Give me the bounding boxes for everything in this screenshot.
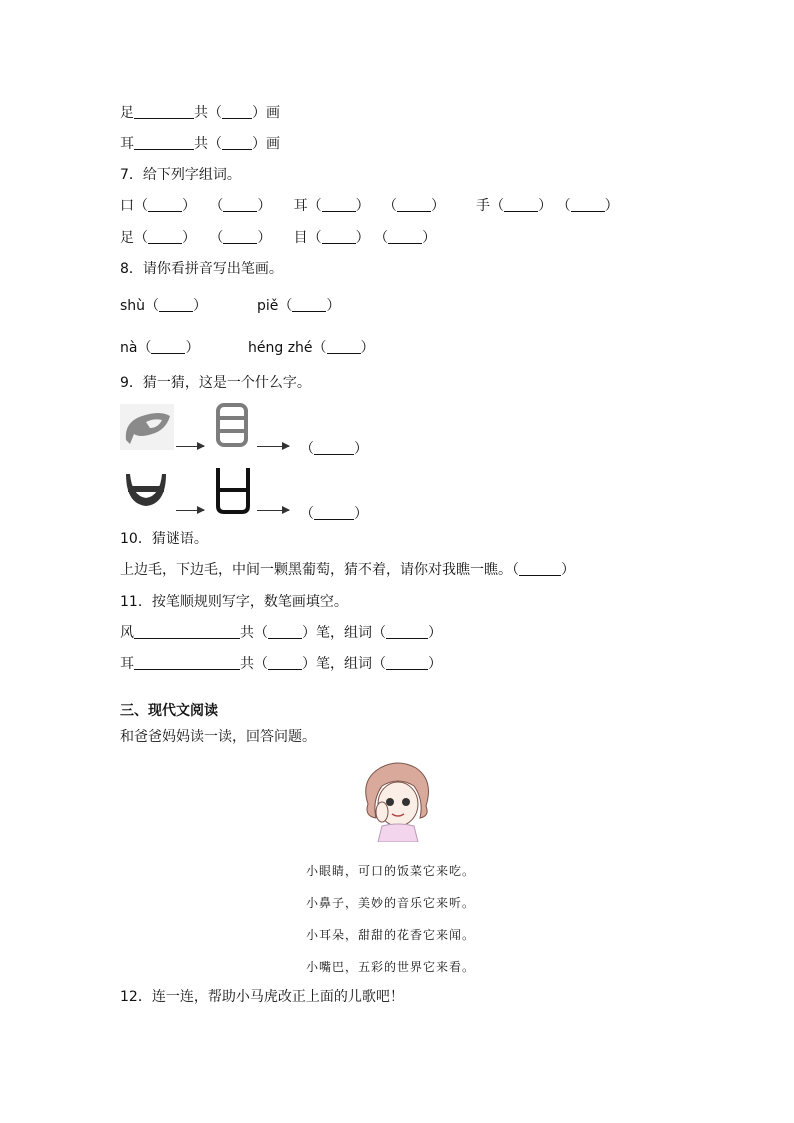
stroke-row-2: 耳 共（ ）画 (120, 136, 280, 152)
arrow-icon (176, 446, 204, 447)
section-intro: 和爸爸妈妈读一读，回答问题。 (120, 729, 316, 745)
q9-title: 9．猜一猜，这是一个什么字。 (120, 375, 311, 391)
answer-blank[interactable] (268, 655, 302, 670)
q10-riddle: 上边毛，下边毛，中间一颗黑葡萄，猜不着，请你对我瞧一瞧。（ ） (120, 562, 575, 578)
answer-blank[interactable] (148, 229, 182, 244)
arrow-icon (176, 510, 204, 511)
section-heading: 三、现代文阅读 (120, 703, 218, 719)
girl-illustration (358, 760, 436, 842)
answer-blank[interactable] (322, 197, 356, 212)
answer-blank[interactable] (386, 655, 428, 670)
q8-row-1: shù（ ） (120, 298, 208, 314)
answer-blank[interactable] (504, 197, 538, 212)
q9-answer-1: （ ） (300, 441, 368, 457)
answer-blank[interactable] (151, 339, 185, 354)
q11-title: 11．按笔顺规则写字，数笔画填空。 (120, 594, 348, 610)
q9-answer-2: （ ） (300, 506, 368, 522)
poem-line: 小耳朵，甜甜的花香它来闻。 (306, 928, 476, 942)
answer-blank[interactable] (223, 197, 257, 212)
arrow-icon (257, 446, 289, 447)
q8-item-2: piě（ ） (257, 298, 341, 314)
q7-row-1: 口（ ） （ ） 耳（ ） （ ） 手（ ） （ ） (120, 198, 619, 214)
answer-blank[interactable] (519, 561, 561, 576)
ancient-mouth-glyph-image (120, 466, 172, 512)
writing-line[interactable] (134, 104, 194, 119)
poem-line: 小嘴巴，五彩的世界它来看。 (306, 960, 476, 974)
q8-item-4: héng zhé（ ） (248, 340, 375, 356)
q8-title: 8．请你看拼音写出笔画。 (120, 261, 283, 277)
answer-blank[interactable] (159, 297, 193, 312)
stroke-row-1: 足 共（ ）画 (120, 105, 280, 121)
answer-blank[interactable] (571, 197, 605, 212)
q10-title: 10．猜谜语。 (120, 531, 208, 547)
answer-blank[interactable] (386, 624, 428, 639)
answer-blank[interactable] (327, 339, 361, 354)
poem-line: 小鼻子，美妙的音乐它来听。 (306, 896, 476, 910)
writing-line[interactable] (134, 655, 240, 670)
ancient-eye-glyph-image (120, 404, 174, 450)
q11-row-1: 风 共（ ）笔，组词（ ） (120, 625, 442, 641)
modern-eye-glyph-image (214, 402, 252, 448)
answer-blank[interactable] (268, 624, 302, 639)
answer-blank[interactable] (223, 229, 257, 244)
poem-line: 小眼睛，可口的饭菜它来吃。 (306, 864, 476, 878)
answer-blank[interactable] (222, 104, 252, 119)
modern-mouth-glyph-image (212, 466, 254, 514)
q11-row-2: 耳 共（ ）笔，组词（ ） (120, 656, 442, 672)
answer-blank[interactable] (222, 135, 252, 150)
q7-row-2: 足（ ） （ ） 目（ ） （ ） (120, 230, 437, 246)
writing-line[interactable] (134, 135, 194, 150)
answer-blank[interactable] (388, 229, 422, 244)
q7-title: 7．给下列字组词。 (120, 167, 241, 183)
answer-blank[interactable] (397, 197, 431, 212)
writing-line[interactable] (134, 624, 240, 639)
q12-title: 12．连一连，帮助小马虎改正上面的儿歌吧！ (120, 989, 404, 1005)
answer-blank[interactable] (292, 297, 326, 312)
answer-blank[interactable] (322, 229, 356, 244)
answer-blank[interactable] (314, 440, 354, 455)
answer-blank[interactable] (148, 197, 182, 212)
arrow-icon (257, 510, 289, 511)
answer-blank[interactable] (314, 505, 354, 520)
q8-row-2: nà（ ） (120, 340, 200, 356)
